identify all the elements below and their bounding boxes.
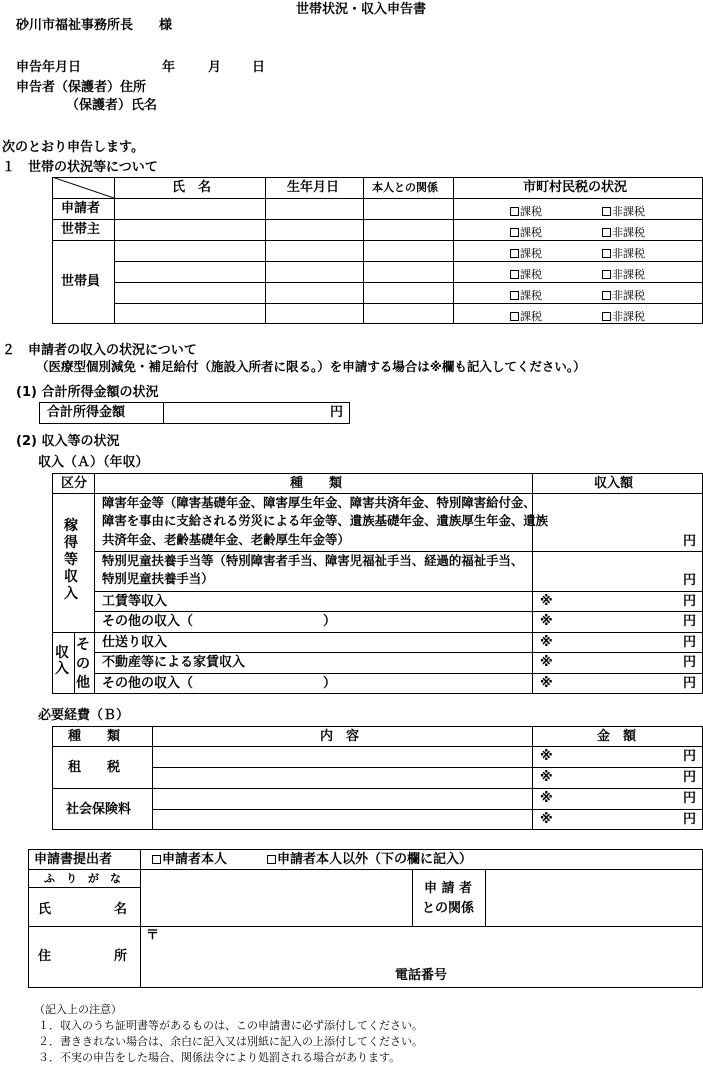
submitter-other-checkbox[interactable]: 申請者本人以外（下の欄に記入）: [267, 853, 472, 866]
col-income-amount: 収入額: [594, 476, 634, 491]
address-label-left: 住: [38, 949, 52, 964]
mark: ※: [540, 812, 553, 827]
yen-unit: 円: [683, 655, 697, 670]
row-household-member: 世帯員: [61, 274, 101, 289]
furigana-label: ふ り が な: [44, 872, 121, 885]
other-income-2: その他の収入（ ）: [102, 676, 337, 691]
yen-unit: 円: [683, 534, 697, 549]
other-label-sonota: その他: [76, 637, 90, 691]
yen-unit: 円: [683, 614, 697, 629]
mark: ※: [540, 635, 553, 650]
row-applicant: 申請者: [61, 201, 101, 216]
address-label-right: 所: [114, 949, 128, 964]
date-label: 申告年月日: [16, 60, 82, 75]
note-item-2: ２．書ききれない場合は、余白に記入又は別紙に記入の上添付してください。: [38, 1035, 423, 1048]
tax-checkbox[interactable]: 課税: [510, 311, 542, 322]
header-diagonal: [52, 177, 114, 198]
phone-label: 電話番号: [395, 968, 448, 983]
relation-label-1: 申 請 者: [424, 881, 473, 896]
addressee: 砂川市福祉事務所長 様: [16, 18, 173, 33]
sub2-title: (2) 収入等の状況: [16, 434, 120, 449]
day-label: 日: [252, 60, 266, 75]
relation-label-2: との関係: [422, 901, 475, 916]
row-household-head: 世帯主: [61, 222, 101, 237]
mark: ※: [540, 655, 553, 670]
total-income-label: 合計所得金額: [47, 405, 126, 420]
nontax-checkbox[interactable]: 非課税: [602, 269, 645, 280]
col-expense-amount: 金 額: [597, 729, 637, 744]
month-label: 月: [208, 60, 222, 75]
tax-checkbox[interactable]: 課税: [510, 290, 542, 301]
yen-unit: 円: [683, 749, 697, 764]
intro-text: 次のとおり申告します。: [2, 140, 144, 155]
pension-line-1: 障害年金等（障害基礎年金、障害厚生年金、障害共済年金、特別障害給付金、: [102, 495, 536, 510]
note-item-3: ３．不実の申告をした場合、関係法令により処罰される場合があります。: [38, 1051, 401, 1064]
col-type: 種 類: [290, 476, 343, 491]
other-income-1: その他の収入（ ）: [102, 614, 337, 629]
postal-mark: 〒: [146, 928, 160, 943]
mark: ※: [540, 614, 553, 629]
section2-title: ２ 申請者の収入の状況について: [2, 343, 197, 358]
note-item-1: １．収入のうち証明書等があるものは、この申請書に必ず添付してください。: [38, 1019, 423, 1032]
submitter-label: 申請書提出者: [34, 852, 113, 867]
nontax-checkbox[interactable]: 非課税: [602, 227, 645, 238]
mark: ※: [540, 791, 553, 806]
mark: ※: [540, 676, 553, 691]
yen-unit: 円: [683, 791, 697, 806]
col-birthdate: 生年月日: [287, 180, 340, 195]
yen-unit: 円: [330, 405, 344, 420]
expense-tax: 租 税: [68, 760, 121, 775]
yen-unit: 円: [683, 770, 697, 785]
wage-income: 工賃等収入: [102, 594, 168, 609]
tax-checkbox[interactable]: 課税: [510, 227, 542, 238]
pension-line-2: 障害を事由に支給される労災による年金等、遺族基礎年金、遺族厚生年金、遺族: [102, 513, 549, 528]
mark: ※: [540, 749, 553, 764]
expense-social-insurance: 社会保険料: [66, 802, 132, 817]
year-label: 年: [162, 60, 176, 75]
nontax-checkbox[interactable]: 非課税: [602, 290, 645, 301]
other-label-income: 収入: [55, 645, 69, 677]
yen-unit: 円: [683, 594, 697, 609]
pension-line-3: 共済年金、老齢基礎年金、老齢厚生年金等）: [102, 532, 350, 547]
submitter-self-checkbox[interactable]: 申請者本人: [152, 853, 227, 866]
col-expense-type: 種 類: [68, 729, 121, 744]
col-name: 氏 名: [172, 180, 212, 195]
mark: ※: [540, 770, 553, 785]
nontax-checkbox[interactable]: 非課税: [602, 248, 645, 259]
name-label-left: 氏: [38, 902, 52, 917]
yen-unit: 円: [683, 573, 697, 588]
declarant-name-label: （保護者）氏名: [66, 98, 158, 113]
notes-heading: （記入上の注意）: [34, 1003, 122, 1016]
nontax-checkbox[interactable]: 非課税: [602, 311, 645, 322]
page-title: 世帯状況・収入申告書: [296, 2, 427, 17]
income-title: 収入（Ａ）（年収）: [38, 455, 149, 470]
tax-checkbox[interactable]: 課税: [510, 248, 542, 259]
tax-checkbox[interactable]: 課税: [510, 206, 542, 217]
section1-title: １ 世帯の状況等について: [2, 160, 158, 175]
col-relation: 本人との関係: [372, 181, 438, 194]
tax-checkbox[interactable]: 課税: [510, 269, 542, 280]
yen-unit: 円: [683, 812, 697, 827]
remittance-income: 仕送り収入: [102, 635, 168, 650]
col-expense-content: 内 容: [320, 729, 360, 744]
nontax-checkbox[interactable]: 非課税: [602, 206, 645, 217]
sub1-title: (1) 合計所得金額の状況: [16, 385, 159, 400]
yen-unit: 円: [683, 676, 697, 691]
earned-income-label: 稼得等収入: [64, 518, 78, 602]
expense-title: 必要経費（Ｂ）: [38, 708, 130, 723]
rent-income: 不動産等による家賃収入: [102, 655, 246, 670]
name-label-right: 名: [114, 902, 128, 917]
allowance-line-2: 特別児童扶養手当）: [102, 571, 214, 586]
col-tax-status: 市町村民税の状況: [523, 180, 628, 195]
mark: ※: [540, 594, 553, 609]
declarant-address-label: 申告者（保護者）住所: [16, 80, 147, 95]
section2-note: （医療型個別減免・補足給付（施設入所者に限る。）を申請する場合は※欄も記入してください。）: [36, 359, 586, 374]
col-category: 区分: [61, 476, 88, 491]
allowance-line-1: 特別児童扶養手当等（特別障害者手当、障害児福祉手当、経過的福祉手当、: [102, 553, 524, 568]
yen-unit: 円: [683, 635, 697, 650]
